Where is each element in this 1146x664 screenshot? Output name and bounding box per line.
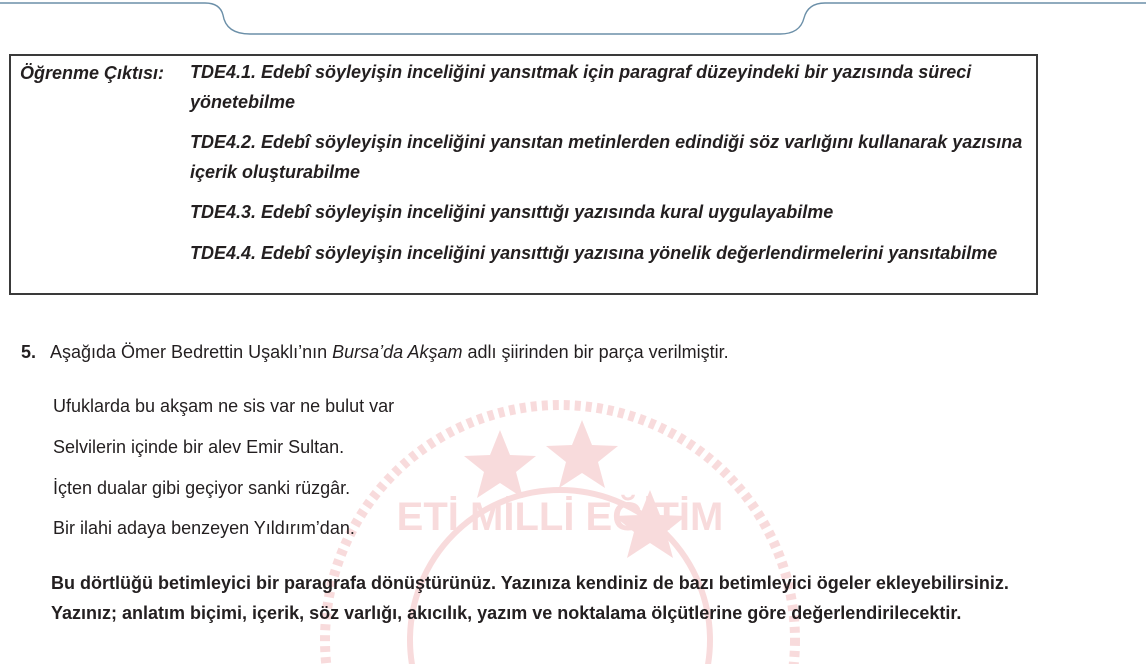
poem-line: Bir ilahi adaya benzeyen Yıldırım’dan. [53, 518, 355, 538]
question-number: 5. [21, 342, 37, 362]
poem-line: Selvilerin içinde bir alev Emir Sultan. [53, 437, 345, 457]
learning-outcomes-box [9, 54, 1038, 295]
header-decoration [0, 0, 1146, 40]
poem-title: Bursa’da Akşam [332, 342, 463, 362]
outcomes-label: Öğrenme Çıktısı: [20, 63, 165, 83]
question-intro [50, 342, 729, 363]
outcome-item: TDE4.2. Edebî söyleyişin inceliğini yansıtan metinlerden edindiği söz varlığını kullanarak yazısına içerik oluşturabilme [190, 132, 1023, 182]
question-instruction: Bu dörtlüğü betimleyici bir paragrafa dönüştürünüz. Yazınıza kendiniz de bazı betimleyici ögeler ekleyebilirsiniz. Yazınız; anlatım biçimi, içerik, söz varlığı, akıcılık, yazım ve noktalama ölçütlerine göre değerlendirilecektir. [51, 573, 1009, 623]
outcome-item: TDE4.4. Edebî söyleyişin inceliğini yansıttığı yazısına yönelik değerlendirmelerini yansıtabilme [190, 243, 998, 263]
poem-line: Ufuklarda bu akşam ne sis var ne bulut var [53, 396, 395, 416]
poem-line: İçten dualar gibi geçiyor sanki rüzgâr. [53, 478, 351, 498]
svg-text:ETİ MİLLİ EĞİTİM: ETİ MİLLİ EĞİTİM [396, 495, 724, 539]
intro-text: Aşağıda Ömer Bedrettin Uşaklı’nın [50, 342, 333, 362]
intro-text: adlı şiirinden bir parça verilmiştir. [462, 342, 729, 362]
outcome-item: TDE4.3. Edebî söyleyişin inceliğini yansıttığı yazısında kural uygulayabilme [190, 202, 834, 222]
outcome-item: TDE4.1. Edebî söyleyişin inceliğini yansıtmak için paragraf düzeyindeki bir yazısında süreci yönetebilme [190, 62, 972, 112]
